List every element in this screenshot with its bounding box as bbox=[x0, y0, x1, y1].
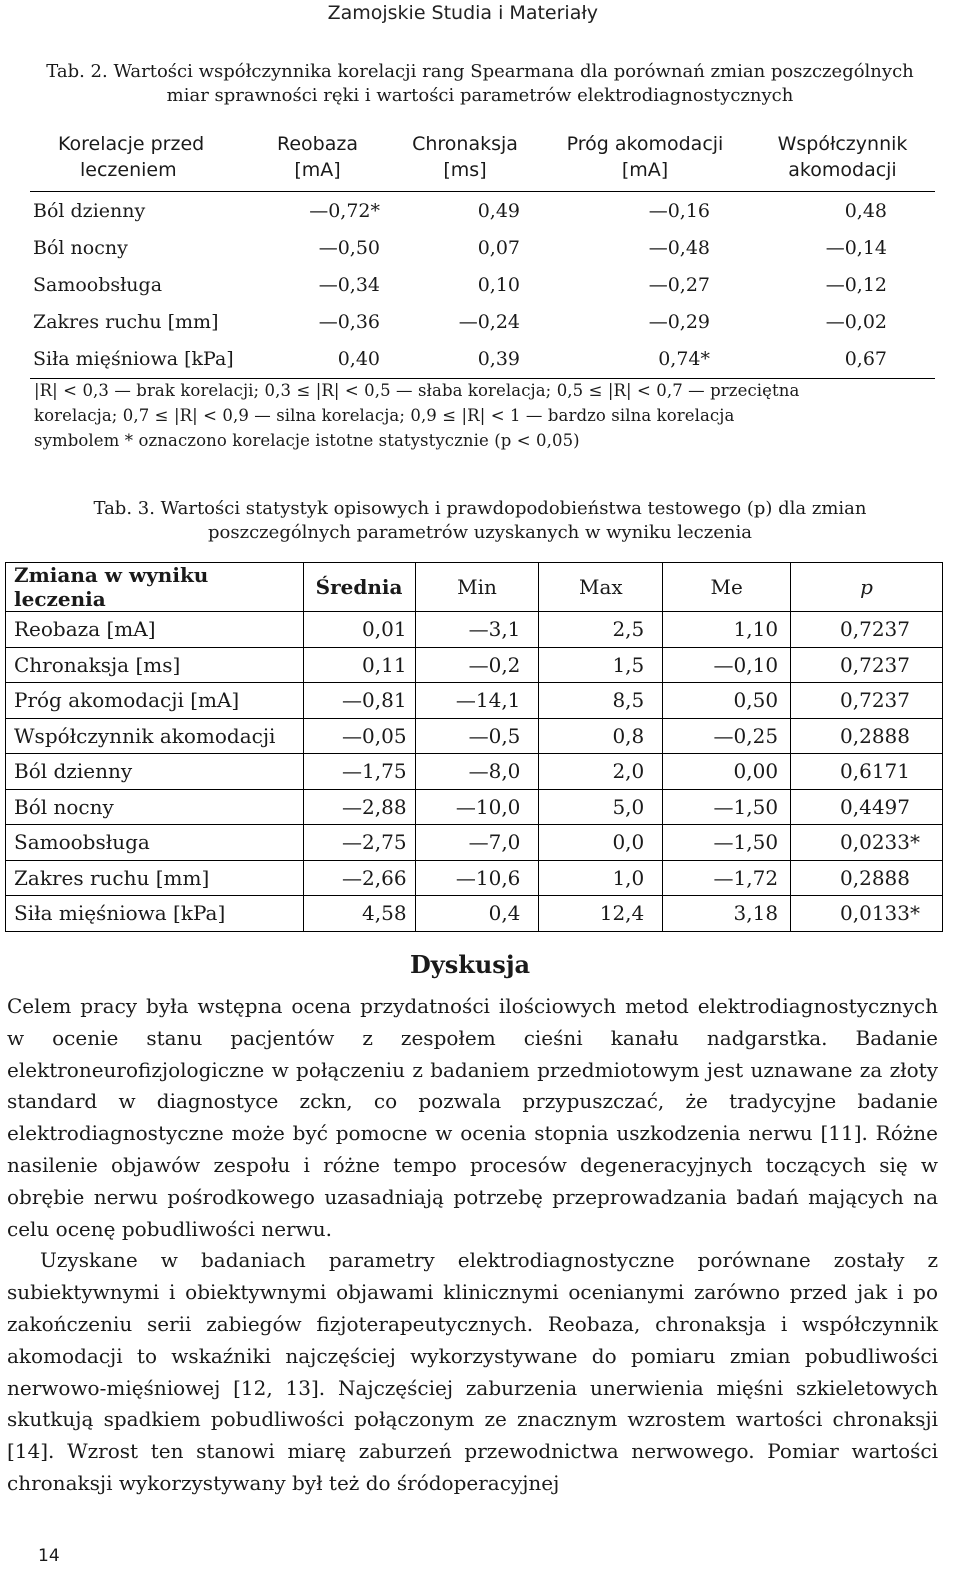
table3-cell: 0,4 bbox=[415, 896, 539, 932]
table-row bbox=[6, 896, 943, 932]
table2-cell: —0,27 bbox=[648, 273, 710, 296]
table3-header-cell: Me bbox=[663, 563, 791, 612]
table3-cell: —1,75 bbox=[303, 754, 415, 790]
table2-cell: —0,14 bbox=[825, 236, 887, 259]
section-title: Dyskusja bbox=[409, 950, 531, 979]
table3-cell: —2,75 bbox=[303, 825, 415, 861]
table3-caption-line2: poszczególnych parametrów uzyskanych w wyniku leczenia bbox=[208, 522, 752, 543]
table2-note-line: |R| < 0,3 — brak korelacji; 0,3 ≤ |R| < 0,5 — słaba korelacja; 0,5 ≤ |R| < 0,7 — przeciętna bbox=[34, 381, 800, 400]
table3-caption-line1: Tab. 3. Wartości statystyk opisowych i prawdopodobieństwa testowego (p) dla zmian bbox=[93, 498, 867, 519]
table2-note-line: korelacja; 0,7 ≤ |R| < 0,9 — silna korelacja; 0,9 ≤ |R| < 1 — bardzo silna korelacja bbox=[34, 406, 735, 425]
table3-header-cell: Min bbox=[415, 563, 539, 612]
table3-cell: 12,4 bbox=[539, 896, 663, 932]
table-row bbox=[6, 825, 943, 861]
table3-header-cell: Zmiana w wyniku leczenia bbox=[6, 563, 304, 612]
running-head: Zamojskie Studia i Materiały bbox=[327, 2, 598, 24]
body-text bbox=[7, 991, 938, 1500]
table2-header-row bbox=[30, 131, 935, 192]
table2-header-cell: Współczynnik akomodacji bbox=[750, 131, 935, 192]
table3-cell: Współczynnik akomodacji bbox=[6, 718, 304, 754]
table3-cell: 0,7237 bbox=[791, 612, 943, 648]
table3-cell: 0,8 bbox=[539, 718, 663, 754]
table3-cell: Siła mięśniowa [kPa] bbox=[6, 896, 304, 932]
table3-header-cell: p bbox=[791, 563, 943, 612]
table2 bbox=[30, 131, 935, 379]
table2-cell: —0,02 bbox=[825, 310, 887, 333]
table3-cell: 0,4497 bbox=[791, 789, 943, 825]
table3-cell: 0,7237 bbox=[791, 647, 943, 683]
table2-cell: —0,50 bbox=[318, 236, 380, 259]
table3-cell: Reobaza [mA] bbox=[6, 612, 304, 648]
table3-cell: 0,2888 bbox=[791, 860, 943, 896]
table3-cell: 0,00 bbox=[663, 754, 791, 790]
table3-cell: Zakres ruchu [mm] bbox=[6, 860, 304, 896]
table-row bbox=[30, 192, 935, 230]
table-row bbox=[30, 340, 935, 379]
table3-cell: —0,05 bbox=[303, 718, 415, 754]
table3-cell: —8,0 bbox=[415, 754, 539, 790]
table3-cell: 8,5 bbox=[539, 683, 663, 719]
table3 bbox=[5, 562, 943, 932]
table3-cell: 0,6171 bbox=[791, 754, 943, 790]
table2-cell: 0,74* bbox=[540, 340, 750, 379]
table2-cell: Siła mięśniowa [kPa] bbox=[30, 340, 245, 379]
table2-cell: 0,49 bbox=[477, 199, 520, 222]
table3-cell: 0,2888 bbox=[791, 718, 943, 754]
table-row bbox=[6, 612, 943, 648]
table3-cell: —0,81 bbox=[303, 683, 415, 719]
table3-cell: Ból nocny bbox=[6, 789, 304, 825]
table-row bbox=[6, 754, 943, 790]
table2-cell: 0,48 bbox=[844, 199, 887, 222]
table2-cell: Ból nocny bbox=[33, 236, 128, 259]
table2-cell: —0,72* bbox=[309, 199, 380, 222]
table2-cell: Ból dzienny bbox=[33, 199, 146, 222]
table2-header-cell: Korelacje przed leczeniem bbox=[30, 131, 245, 192]
table3-cell: 2,0 bbox=[539, 754, 663, 790]
table3-cell: —2,88 bbox=[303, 789, 415, 825]
table3-cell: —10,6 bbox=[415, 860, 539, 896]
table2-caption-line1: Tab. 2. Wartości współczynnika korelacji rang Spearmana dla porównań zmian poszczególnych bbox=[46, 61, 914, 82]
table3-cell: —1,50 bbox=[663, 825, 791, 861]
table3-cell: 3,18 bbox=[663, 896, 791, 932]
table-row bbox=[6, 683, 943, 719]
table2-note-line: symbolem * oznaczono korelacje istotne statystycznie (p < 0,05) bbox=[34, 431, 580, 450]
table3-cell: Samoobsługa bbox=[6, 825, 304, 861]
table3-cell: 1,10 bbox=[663, 612, 791, 648]
table2-cell: 0,07 bbox=[477, 236, 520, 259]
table3-cell: 0,0 bbox=[539, 825, 663, 861]
table2-caption-line2: miar sprawności ręki i wartości parametrów elektrodiagnostycznych bbox=[166, 85, 794, 106]
table3-cell: —0,5 bbox=[415, 718, 539, 754]
table2-cell: —0,48 bbox=[648, 236, 710, 259]
table3-cell: 5,0 bbox=[539, 789, 663, 825]
table3-cell: 0,7237 bbox=[791, 683, 943, 719]
table3-header-cell: Średnia bbox=[303, 563, 415, 612]
table2-cell: 0,10 bbox=[477, 273, 520, 296]
page-number: 14 bbox=[38, 1546, 60, 1566]
table3-cell: 0,01 bbox=[303, 612, 415, 648]
table3-cell: 0,0233* bbox=[791, 825, 943, 861]
table2-header-cell: Próg akomodacji [mA] bbox=[540, 131, 750, 192]
table3-cell: 0,11 bbox=[303, 647, 415, 683]
table2-cell: Samoobsługa bbox=[33, 273, 163, 296]
table3-cell: —10,0 bbox=[415, 789, 539, 825]
table3-cell: —1,50 bbox=[663, 789, 791, 825]
table-row bbox=[30, 303, 935, 340]
table-row bbox=[30, 266, 935, 303]
table3-cell: —3,1 bbox=[415, 612, 539, 648]
table3-caption bbox=[0, 497, 960, 545]
table3-cell: Chronaksja [ms] bbox=[6, 647, 304, 683]
table3-cell: 1,5 bbox=[539, 647, 663, 683]
table2-cell: —0,29 bbox=[648, 310, 710, 333]
table-row bbox=[6, 789, 943, 825]
table2-cell: —0,34 bbox=[318, 273, 380, 296]
table3-cell: —2,66 bbox=[303, 860, 415, 896]
table3-cell: 0,50 bbox=[663, 683, 791, 719]
paragraph: Uzyskane w badaniach parametry elektrodiagnostyczne porównane zostały z subiektywnymi i obiektywnymi objawami klinicznymi ocenianymi zarówno przed jak i po zakończeniu serii zabiegów fizjoterapeutycznych. Reobaza, chronaksja i współczynnik akomodacji to wskaźniki najczęściej wykorzystywane do pomiaru zmian pobudliwości nerwowo-mięśniowej [12, 13]. Najczęściej zaburzenia unerwienia mięśni szkieletowych skutkują spadkiem pobudliwości połączonym ze znacznym wzrostem wartości chronaksji [14]. Wzrost ten stanowi miarę zaburzeń przewodnictwa nerwowego. Pomiar wartości chronaksji wykorzystywany był też do śródoperacyjnej bbox=[7, 1248, 938, 1495]
table-row bbox=[6, 860, 943, 896]
table3-header-cell: Max bbox=[539, 563, 663, 612]
table2-cell: —0,36 bbox=[318, 310, 380, 333]
paragraph: Celem pracy była wstępna ocena przydatności ilościowych metod elektrodiagnostycznych w ocenie stanu pacjentów z zespołem cieśni kanału nadgarstka. Badanie elektroneurofizjologiczne w połączeniu z badaniem przedmiotowym jest uznawane za złoty standard w diagnostyce zckn, co pozwala przypuszczać, że tradycyjne badanie elektrodiagnostyczne może być pomocne w ocenia stopnia uszkodzenia nerwu [11]. Różne nasilenie objawów zespołu i różne tempo procesów degeneracyjnych toczących się w obrębie nerwu pośrodkowego uzasadniają potrzebę przeprowadzania badań mających na celu ocenę pobudliwości nerwu. bbox=[7, 994, 938, 1241]
table-row bbox=[30, 229, 935, 266]
table2-cell: 0,40 bbox=[245, 340, 390, 379]
table3-cell: —1,72 bbox=[663, 860, 791, 896]
table3-cell: 1,0 bbox=[539, 860, 663, 896]
table3-cell: —0,10 bbox=[663, 647, 791, 683]
table3-cell: 2,5 bbox=[539, 612, 663, 648]
table3-header-row bbox=[6, 563, 943, 612]
table2-caption bbox=[0, 60, 960, 108]
table2-header-cell: Reobaza [mA] bbox=[245, 131, 390, 192]
table2-cell: —0,24 bbox=[458, 310, 520, 333]
table3-cell: Ból dzienny bbox=[6, 754, 304, 790]
table2-notes bbox=[34, 378, 934, 453]
table3-cell: —14,1 bbox=[415, 683, 539, 719]
table2-cell: 0,67 bbox=[750, 340, 935, 379]
table3-cell: —7,0 bbox=[415, 825, 539, 861]
table2-cell: —0,12 bbox=[825, 273, 887, 296]
table2-cell: 0,39 bbox=[390, 340, 540, 379]
table2-cell: Zakres ruchu [mm] bbox=[33, 310, 219, 333]
table3-cell: 4,58 bbox=[303, 896, 415, 932]
table2-header-cell: Chronaksja [ms] bbox=[390, 131, 540, 192]
table3-cell: 0,0133* bbox=[791, 896, 943, 932]
table-row bbox=[6, 718, 943, 754]
table3-cell: —0,2 bbox=[415, 647, 539, 683]
table-row bbox=[6, 647, 943, 683]
table3-cell: —0,25 bbox=[663, 718, 791, 754]
table2-cell: —0,16 bbox=[648, 199, 710, 222]
table3-cell: Próg akomodacji [mA] bbox=[6, 683, 304, 719]
